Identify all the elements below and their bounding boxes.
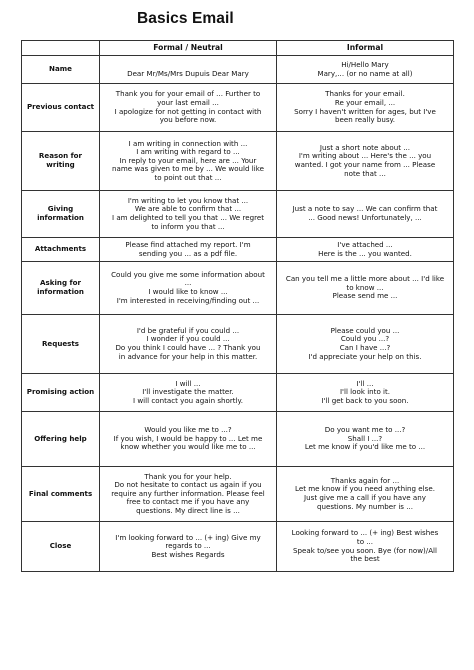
formal-phrase-line: your last email ... bbox=[157, 97, 219, 107]
row-category: Asking for information bbox=[22, 262, 100, 315]
informal-phrase-line: Looking forward to ... (+ ing) Best wishes bbox=[291, 528, 439, 538]
row-category: Promising action bbox=[22, 374, 100, 412]
formal-phrases-cell bbox=[100, 262, 277, 315]
table-row bbox=[22, 84, 454, 132]
formal-phrases-cell bbox=[100, 191, 277, 238]
formal-phrase-line: I will ... bbox=[175, 378, 201, 388]
row-category: Close bbox=[22, 522, 100, 572]
table-row bbox=[22, 374, 454, 412]
informal-phrase-line: note that ... bbox=[344, 168, 386, 178]
table-row bbox=[22, 132, 454, 191]
formal-phrase-line: I would like to know ... bbox=[148, 287, 228, 296]
row-category: Previous contact bbox=[22, 84, 100, 132]
table-row bbox=[22, 522, 454, 572]
formal-phrase-line: to point out that ... bbox=[154, 172, 222, 182]
informal-phrase-line: Just give me a call if you have any bbox=[304, 493, 426, 502]
formal-phrases-cell bbox=[100, 56, 277, 84]
informal-phrase-line: I'm writing about ... Here's the ... you bbox=[298, 151, 432, 161]
informal-phrase-line: Can you tell me a little more about ... I'd like bbox=[285, 274, 445, 284]
informal-phrase-line: Let me know if you'd like me to ... bbox=[304, 442, 426, 452]
informal-phrase-line: I'll get back to you soon. bbox=[321, 395, 409, 405]
informal-phrase-line: Sorry I haven't written for ages, but I've bbox=[294, 106, 436, 116]
formal-phrase-line: in advance for your help in this matter. bbox=[118, 351, 258, 361]
table-body bbox=[22, 56, 454, 572]
formal-phrases-cell bbox=[100, 522, 277, 572]
formal-phrase-line: Could you give me some information about bbox=[111, 269, 265, 279]
informal-phrase-line: Speak to/see you soon. Bye (for now)/All bbox=[293, 545, 437, 555]
formal-phrase-line: ... bbox=[184, 278, 192, 288]
formal-phrase-line: I'd be grateful if you could ... bbox=[136, 325, 240, 335]
formal-phrase-line: regards to ... bbox=[165, 541, 211, 551]
informal-phrase-line: Just a short note about ... bbox=[319, 142, 411, 152]
informal-phrase-line: questions. My number is ... bbox=[316, 501, 414, 511]
formal-phrase-line: to inform you that ... bbox=[151, 221, 225, 231]
table-row bbox=[22, 191, 454, 238]
informal-phrase-line: I'll look into it. bbox=[339, 387, 391, 397]
informal-phrases-cell bbox=[277, 238, 454, 262]
formal-phrase-line: Dear Mr/Ms/Mrs Dupuis Dear Mary bbox=[127, 68, 249, 78]
informal-phrase-line: Hi/Hello Mary bbox=[341, 59, 389, 69]
header-category bbox=[22, 41, 100, 56]
formal-phrase-line: If you wish, I would be happy to ... Let me bbox=[113, 433, 263, 443]
formal-phrase-line: Thank you for your email of ... Further to bbox=[115, 89, 261, 99]
informal-phrases-cell bbox=[277, 56, 454, 84]
informal-phrases-cell bbox=[277, 191, 454, 238]
informal-phrase-line: Could you ...? bbox=[340, 334, 390, 344]
formal-phrase-line: I wonder if you could ... bbox=[146, 334, 230, 344]
informal-phrases-cell bbox=[277, 374, 454, 412]
header-formal: Formal / Neutral bbox=[100, 41, 277, 56]
row-category: Attachments bbox=[22, 238, 100, 262]
informal-phrase-line: Please send me ... bbox=[332, 291, 398, 301]
informal-phrase-line: Let me know if you need anything else. bbox=[295, 484, 435, 494]
formal-phrases-cell bbox=[100, 238, 277, 262]
formal-phrase-line: In reply to your email, here are ... Your bbox=[119, 155, 257, 165]
informal-phrase-line: Here is the ... you wanted. bbox=[318, 248, 412, 258]
table-row bbox=[22, 315, 454, 374]
informal-phrases-cell bbox=[277, 262, 454, 315]
formal-phrase-line: require any further information. Please feel bbox=[111, 488, 265, 498]
informal-phrase-line: I'll ... bbox=[356, 378, 374, 388]
table-row bbox=[22, 262, 454, 315]
informal-phrases-cell bbox=[277, 522, 454, 572]
row-category: Requests bbox=[22, 315, 100, 374]
informal-phrase-line: Shall I ...? bbox=[347, 433, 383, 443]
informal-phrases-cell bbox=[277, 315, 454, 374]
informal-phrase-line: Thanks for your email. bbox=[325, 89, 405, 99]
row-category: Offering help bbox=[22, 412, 100, 467]
page-title: Basics Email bbox=[137, 10, 234, 27]
table-row bbox=[22, 412, 454, 467]
row-category: Final comments bbox=[22, 467, 100, 522]
table-row bbox=[22, 56, 454, 84]
informal-phrase-line: been really busy. bbox=[335, 115, 395, 125]
row-category: Name bbox=[22, 56, 100, 84]
informal-phrases-cell bbox=[277, 132, 454, 191]
table-row bbox=[22, 467, 454, 522]
informal-phrase-line: Do you want me to ...? bbox=[324, 425, 406, 435]
header-informal: Informal bbox=[277, 41, 454, 56]
informal-phrase-line: ... Good news! Unfortunately, ... bbox=[308, 213, 422, 222]
informal-phrase-line: I'd appreciate your help on this. bbox=[308, 351, 422, 361]
informal-phrase-line: to ... bbox=[356, 536, 374, 546]
formal-phrase-line: Do not hesitate to contact us again if you bbox=[114, 480, 262, 490]
formal-phrase-line: know whether you would like me to ... bbox=[120, 442, 256, 452]
formal-phrases-cell bbox=[100, 412, 277, 467]
table-row bbox=[22, 238, 454, 262]
informal-phrases-cell bbox=[277, 412, 454, 467]
formal-phrase-line: I am writing with regard to ... bbox=[136, 147, 240, 157]
formal-phrase-line: Best wishes Regards bbox=[151, 549, 225, 559]
informal-phrases-cell bbox=[277, 467, 454, 522]
informal-phrase-line: the best bbox=[350, 554, 380, 564]
formal-phrases-cell bbox=[100, 84, 277, 132]
informal-phrase-line: Just a note to say ... We can confirm that bbox=[292, 204, 438, 214]
formal-phrases-cell bbox=[100, 132, 277, 191]
informal-phrase-line: Can I have ...? bbox=[339, 343, 391, 352]
formal-phrase-line: I'm writing to let you know that ... bbox=[127, 195, 249, 205]
table-header-row bbox=[22, 41, 454, 56]
formal-phrase-line: We are able to confirm that ... bbox=[134, 204, 242, 214]
formal-phrase-line: free to contact me if you have any bbox=[126, 497, 250, 507]
formal-phrase-line: you before now. bbox=[159, 115, 217, 125]
informal-phrase-line: I've attached ... bbox=[337, 239, 393, 249]
informal-phrase-line: Please could you ... bbox=[330, 325, 400, 335]
informal-phrases-cell bbox=[277, 84, 454, 132]
phrases-table bbox=[21, 40, 454, 572]
informal-phrase-line: wanted. I got your name from ... Please bbox=[294, 160, 436, 169]
row-category: Reason for writing bbox=[22, 132, 100, 191]
formal-phrase-line: Do you think I could have ... ? Thank you bbox=[115, 343, 261, 352]
informal-phrase-line: to know ... bbox=[346, 282, 384, 292]
formal-phrase-line: sending you ... as a pdf file. bbox=[138, 248, 238, 258]
formal-phrase-line: I'll investigate the matter. bbox=[142, 387, 234, 397]
formal-phrase-line: I will contact you again shortly. bbox=[133, 395, 243, 405]
formal-phrase-line: I am delighted to tell you that ... We regret bbox=[111, 213, 264, 222]
formal-phrases-cell bbox=[100, 374, 277, 412]
formal-phrases-cell bbox=[100, 467, 277, 522]
row-category: Giving information bbox=[22, 191, 100, 238]
formal-phrase-line: I apologize for not getting in contact with bbox=[114, 106, 262, 116]
informal-phrase-line: Thanks again for ... bbox=[330, 475, 400, 485]
formal-phrase-line: I am writing in connection with ... bbox=[128, 138, 248, 148]
formal-phrase-line: Thank you for your help. bbox=[144, 471, 232, 481]
formal-phrase-line: I'm looking forward to ... (+ ing) Give my bbox=[115, 532, 261, 542]
formal-phrase-line: questions. My direct line is ... bbox=[136, 505, 240, 515]
formal-phrase-line: Please find attached my report. I'm bbox=[125, 239, 251, 249]
informal-phrase-line: Re your email, ... bbox=[334, 97, 396, 107]
formal-phrase-line: I'm interested in receiving/finding out ... bbox=[116, 295, 260, 305]
formal-phrase-line: Would you like me to ...? bbox=[144, 425, 232, 435]
formal-phrase-line: name was given to me by ... We would like bbox=[112, 164, 264, 174]
formal-phrases-cell bbox=[100, 315, 277, 374]
informal-phrase-line: Mary,... (or no name at all) bbox=[317, 68, 413, 78]
